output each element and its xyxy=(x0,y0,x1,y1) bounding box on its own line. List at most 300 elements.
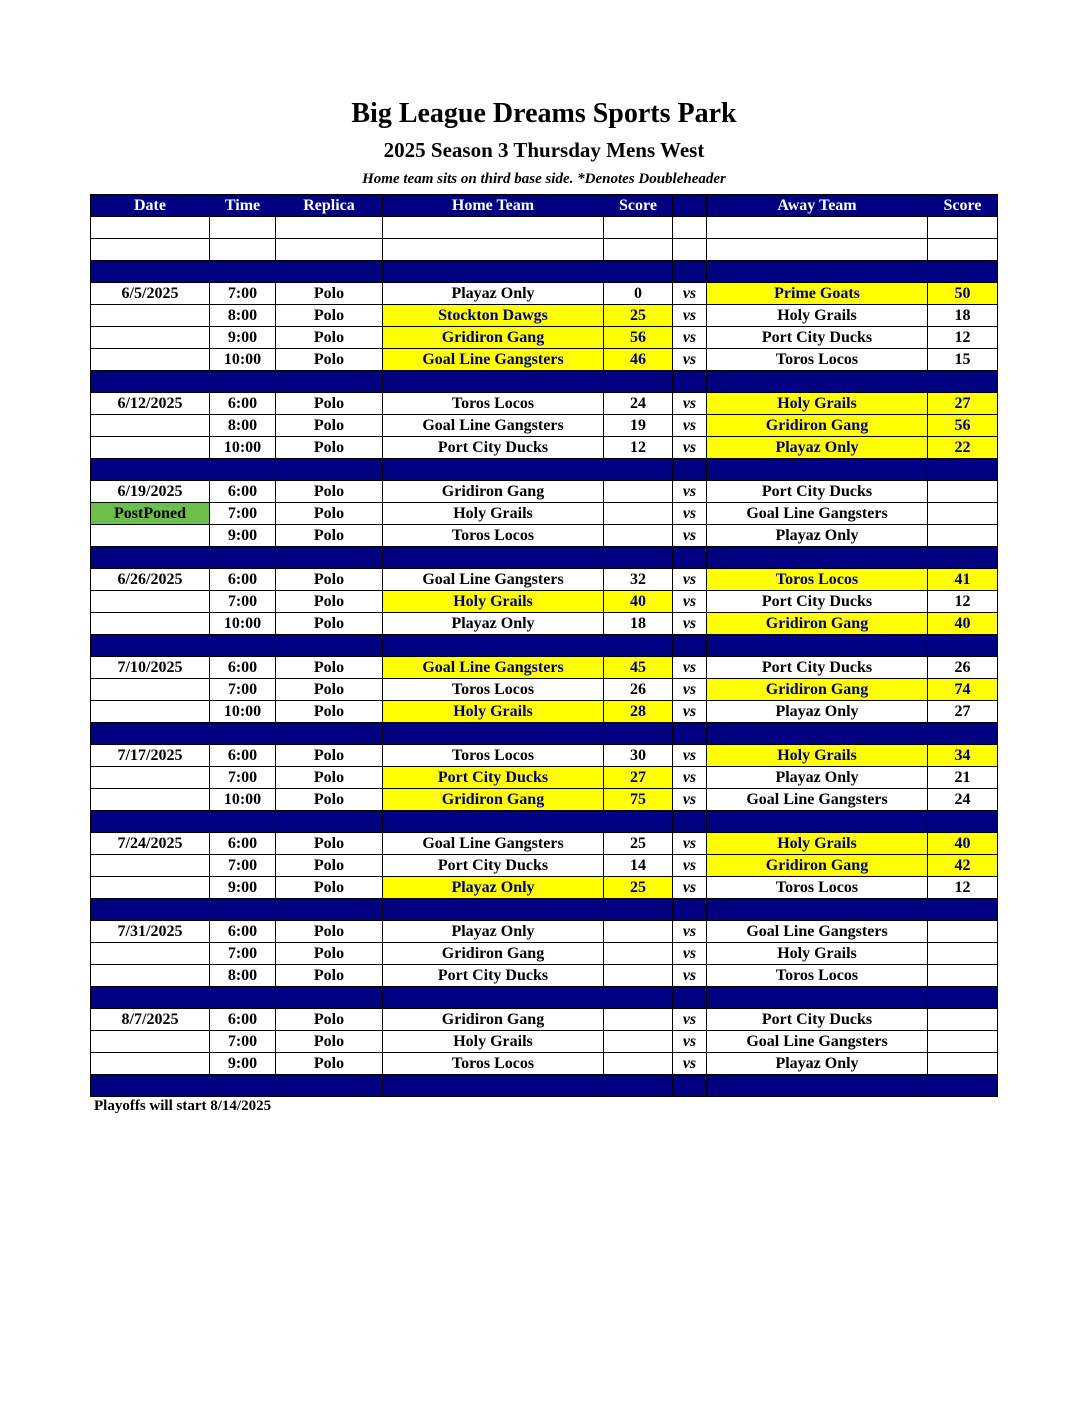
date-cell xyxy=(91,305,210,327)
home-score-cell: 56 xyxy=(604,327,673,349)
time-cell xyxy=(210,1075,276,1097)
date-cell xyxy=(91,591,210,613)
table-header-row xyxy=(91,195,998,217)
away-score-cell: 22 xyxy=(928,437,998,459)
replica-cell: Polo xyxy=(276,877,383,899)
home-team-cell: Playaz Only xyxy=(383,921,604,943)
home-score-cell: 75 xyxy=(604,789,673,811)
time-cell xyxy=(210,217,276,239)
time-cell: 10:00 xyxy=(210,437,276,459)
date-cell xyxy=(91,987,210,1009)
time-cell: 7:00 xyxy=(210,591,276,613)
home-team-cell xyxy=(383,371,604,393)
away-score-cell xyxy=(928,503,998,525)
vs-cell: vs xyxy=(673,833,707,855)
home-score-cell xyxy=(604,1031,673,1053)
home-team-cell xyxy=(383,547,604,569)
away-team-cell: Playaz Only xyxy=(707,701,928,723)
date-cell xyxy=(91,327,210,349)
time-cell: 7:00 xyxy=(210,283,276,305)
away-team-cell: Playaz Only xyxy=(707,437,928,459)
vs-cell: vs xyxy=(673,393,707,415)
away-score-cell xyxy=(928,635,998,657)
date-cell xyxy=(91,899,210,921)
home-score-cell xyxy=(604,503,673,525)
col-header-away-score: Score xyxy=(928,195,998,217)
time-cell xyxy=(210,987,276,1009)
away-team-cell: Port City Ducks xyxy=(707,481,928,503)
col-header-date: Date xyxy=(91,195,210,217)
game-row xyxy=(91,745,998,767)
away-team-cell: Toros Locos xyxy=(707,877,928,899)
home-score-cell: 46 xyxy=(604,349,673,371)
away-score-cell xyxy=(928,239,998,261)
away-score-cell xyxy=(928,723,998,745)
date-cell xyxy=(91,767,210,789)
replica-cell: Polo xyxy=(276,591,383,613)
away-score-cell: 24 xyxy=(928,789,998,811)
game-row xyxy=(91,349,998,371)
away-team-cell: Playaz Only xyxy=(707,525,928,547)
away-team-cell: Prime Goats xyxy=(707,283,928,305)
time-cell: 10:00 xyxy=(210,789,276,811)
game-row xyxy=(91,503,998,525)
date-cell xyxy=(91,349,210,371)
away-score-cell xyxy=(928,811,998,833)
home-score-cell xyxy=(604,261,673,283)
playoffs-note: Playoffs will start 8/14/2025 xyxy=(94,1098,272,1114)
away-score-cell: 12 xyxy=(928,877,998,899)
game-row xyxy=(91,393,998,415)
date-cell xyxy=(91,789,210,811)
date-cell: 7/17/2025 xyxy=(91,745,210,767)
away-score-cell xyxy=(928,899,998,921)
vs-cell: vs xyxy=(673,877,707,899)
vs-cell: vs xyxy=(673,283,707,305)
game-row xyxy=(91,415,998,437)
vs-cell xyxy=(673,261,707,283)
away-team-cell xyxy=(707,459,928,481)
date-cell xyxy=(91,459,210,481)
date-cell xyxy=(91,1031,210,1053)
away-team-cell: Toros Locos xyxy=(707,349,928,371)
replica-cell xyxy=(276,987,383,1009)
game-row xyxy=(91,525,998,547)
replica-cell: Polo xyxy=(276,613,383,635)
time-cell: 7:00 xyxy=(210,679,276,701)
away-score-cell xyxy=(928,987,998,1009)
away-score-cell xyxy=(928,965,998,987)
replica-cell: Polo xyxy=(276,789,383,811)
home-score-cell xyxy=(604,635,673,657)
replica-cell xyxy=(276,547,383,569)
home-team-cell xyxy=(383,811,604,833)
home-team-cell: Toros Locos xyxy=(383,525,604,547)
game-row xyxy=(91,613,998,635)
replica-cell: Polo xyxy=(276,943,383,965)
date-cell xyxy=(91,855,210,877)
home-score-cell xyxy=(604,371,673,393)
vs-cell: vs xyxy=(673,679,707,701)
home-team-cell: Gridiron Gang xyxy=(383,789,604,811)
game-row xyxy=(91,591,998,613)
date-cell xyxy=(91,679,210,701)
game-row xyxy=(91,327,998,349)
date-cell xyxy=(91,877,210,899)
away-score-cell xyxy=(928,547,998,569)
header-note: Home team sits on third base side. *Denotes Doubleheader xyxy=(362,171,726,187)
replica-cell: Polo xyxy=(276,921,383,943)
away-score-cell: 74 xyxy=(928,679,998,701)
date-cell: 7/10/2025 xyxy=(91,657,210,679)
away-team-cell: Holy Grails xyxy=(707,745,928,767)
home-team-cell: Holy Grails xyxy=(383,503,604,525)
time-cell: 6:00 xyxy=(210,921,276,943)
game-row xyxy=(91,481,998,503)
away-score-cell xyxy=(928,261,998,283)
replica-cell xyxy=(276,899,383,921)
time-cell: 7:00 xyxy=(210,503,276,525)
away-team-cell: Toros Locos xyxy=(707,569,928,591)
replica-cell xyxy=(276,1075,383,1097)
home-team-cell xyxy=(383,217,604,239)
home-score-cell: 28 xyxy=(604,701,673,723)
schedule-body xyxy=(91,217,998,1097)
game-row xyxy=(91,657,998,679)
vs-cell xyxy=(673,217,707,239)
home-team-cell xyxy=(383,635,604,657)
away-team-cell: Goal Line Gangsters xyxy=(707,921,928,943)
vs-cell: vs xyxy=(673,855,707,877)
game-row xyxy=(91,437,998,459)
vs-cell: vs xyxy=(673,921,707,943)
date-cell xyxy=(91,613,210,635)
away-team-cell xyxy=(707,987,928,1009)
replica-cell: Polo xyxy=(276,327,383,349)
away-team-cell: Holy Grails xyxy=(707,833,928,855)
home-score-cell xyxy=(604,547,673,569)
away-team-cell xyxy=(707,239,928,261)
week-separator-row xyxy=(91,547,998,569)
away-team-cell: Port City Ducks xyxy=(707,657,928,679)
vs-cell: vs xyxy=(673,767,707,789)
away-score-cell xyxy=(928,525,998,547)
home-team-cell xyxy=(383,987,604,1009)
away-team-cell xyxy=(707,261,928,283)
time-cell: 9:00 xyxy=(210,877,276,899)
home-team-cell: Goal Line Gangsters xyxy=(383,349,604,371)
vs-cell xyxy=(673,811,707,833)
vs-cell xyxy=(673,547,707,569)
away-score-cell: 34 xyxy=(928,745,998,767)
replica-cell: Polo xyxy=(276,525,383,547)
away-team-cell: Port City Ducks xyxy=(707,1009,928,1031)
away-team-cell: Holy Grails xyxy=(707,943,928,965)
time-cell xyxy=(210,547,276,569)
away-score-cell xyxy=(928,1031,998,1053)
time-cell xyxy=(210,723,276,745)
away-team-cell: Toros Locos xyxy=(707,965,928,987)
home-team-cell: Goal Line Gangsters xyxy=(383,657,604,679)
home-team-cell: Playaz Only xyxy=(383,877,604,899)
away-score-cell xyxy=(928,1009,998,1031)
date-cell xyxy=(91,811,210,833)
replica-cell xyxy=(276,239,383,261)
time-cell xyxy=(210,261,276,283)
home-score-cell xyxy=(604,723,673,745)
away-team-cell xyxy=(707,899,928,921)
time-cell xyxy=(210,811,276,833)
game-row xyxy=(91,767,998,789)
week-separator-row xyxy=(91,811,998,833)
home-score-cell: 27 xyxy=(604,767,673,789)
away-score-cell xyxy=(928,921,998,943)
vs-cell xyxy=(673,899,707,921)
home-team-cell: Toros Locos xyxy=(383,745,604,767)
vs-cell xyxy=(673,987,707,1009)
home-score-cell: 25 xyxy=(604,305,673,327)
away-team-cell: Gridiron Gang xyxy=(707,415,928,437)
vs-cell: vs xyxy=(673,657,707,679)
home-team-cell: Port City Ducks xyxy=(383,965,604,987)
date-cell: 6/12/2025 xyxy=(91,393,210,415)
replica-cell: Polo xyxy=(276,745,383,767)
time-cell xyxy=(210,459,276,481)
vs-cell: vs xyxy=(673,1053,707,1075)
home-score-cell: 32 xyxy=(604,569,673,591)
time-cell: 10:00 xyxy=(210,613,276,635)
game-row xyxy=(91,1009,998,1031)
away-team-cell: Gridiron Gang xyxy=(707,613,928,635)
away-team-cell xyxy=(707,723,928,745)
away-team-cell xyxy=(707,1075,928,1097)
week-separator-row xyxy=(91,635,998,657)
away-score-cell: 41 xyxy=(928,569,998,591)
col-header-home-team: Home Team xyxy=(383,195,604,217)
home-score-cell: 26 xyxy=(604,679,673,701)
away-team-cell: Goal Line Gangsters xyxy=(707,789,928,811)
col-header-vs xyxy=(673,195,707,217)
away-team-cell: Port City Ducks xyxy=(707,327,928,349)
away-team-cell: Playaz Only xyxy=(707,1053,928,1075)
away-team-cell: Holy Grails xyxy=(707,305,928,327)
home-score-cell: 25 xyxy=(604,833,673,855)
game-row xyxy=(91,701,998,723)
home-team-cell: Toros Locos xyxy=(383,1053,604,1075)
away-score-cell xyxy=(928,371,998,393)
away-team-cell: Goal Line Gangsters xyxy=(707,503,928,525)
away-team-cell: Playaz Only xyxy=(707,767,928,789)
time-cell: 9:00 xyxy=(210,525,276,547)
home-score-cell xyxy=(604,965,673,987)
date-cell xyxy=(91,1075,210,1097)
home-team-cell xyxy=(383,899,604,921)
home-team-cell: Goal Line Gangsters xyxy=(383,415,604,437)
time-cell: 7:00 xyxy=(210,767,276,789)
game-row xyxy=(91,1053,998,1075)
blank-row xyxy=(91,217,998,239)
week-separator-row xyxy=(91,723,998,745)
home-score-cell xyxy=(604,921,673,943)
time-cell xyxy=(210,899,276,921)
postponed-badge: PostPoned xyxy=(91,503,210,525)
col-header-away-team: Away Team xyxy=(707,195,928,217)
away-score-cell: 12 xyxy=(928,327,998,349)
replica-cell: Polo xyxy=(276,657,383,679)
replica-cell: Polo xyxy=(276,1009,383,1031)
home-team-cell: Holy Grails xyxy=(383,701,604,723)
home-score-cell xyxy=(604,239,673,261)
week-separator-row xyxy=(91,459,998,481)
col-header-home-score: Score xyxy=(604,195,673,217)
away-team-cell xyxy=(707,811,928,833)
date-cell: 6/5/2025 xyxy=(91,283,210,305)
home-score-cell xyxy=(604,1075,673,1097)
time-cell: 7:00 xyxy=(210,855,276,877)
away-score-cell: 50 xyxy=(928,283,998,305)
time-cell xyxy=(210,371,276,393)
away-score-cell: 27 xyxy=(928,393,998,415)
vs-cell: vs xyxy=(673,525,707,547)
home-score-cell xyxy=(604,943,673,965)
time-cell xyxy=(210,239,276,261)
home-team-cell: Holy Grails xyxy=(383,1031,604,1053)
vs-cell: vs xyxy=(673,349,707,371)
vs-cell: vs xyxy=(673,789,707,811)
date-cell xyxy=(91,415,210,437)
time-cell: 6:00 xyxy=(210,481,276,503)
vs-cell: vs xyxy=(673,415,707,437)
game-row xyxy=(91,283,998,305)
replica-cell: Polo xyxy=(276,679,383,701)
vs-cell xyxy=(673,239,707,261)
date-cell: 6/26/2025 xyxy=(91,569,210,591)
home-team-cell xyxy=(383,459,604,481)
date-cell xyxy=(91,965,210,987)
date-cell xyxy=(91,943,210,965)
time-cell: 8:00 xyxy=(210,305,276,327)
replica-cell: Polo xyxy=(276,833,383,855)
vs-cell: vs xyxy=(673,591,707,613)
vs-cell: vs xyxy=(673,503,707,525)
game-row xyxy=(91,1031,998,1053)
replica-cell xyxy=(276,723,383,745)
replica-cell xyxy=(276,635,383,657)
time-cell: 7:00 xyxy=(210,943,276,965)
home-score-cell: 30 xyxy=(604,745,673,767)
home-team-cell: Toros Locos xyxy=(383,393,604,415)
vs-cell xyxy=(673,635,707,657)
game-row xyxy=(91,789,998,811)
date-cell: 7/24/2025 xyxy=(91,833,210,855)
time-cell: 6:00 xyxy=(210,745,276,767)
home-score-cell: 0 xyxy=(604,283,673,305)
game-row xyxy=(91,569,998,591)
week-separator-row xyxy=(91,987,998,1009)
away-team-cell xyxy=(707,371,928,393)
date-cell xyxy=(91,217,210,239)
date-cell xyxy=(91,437,210,459)
away-score-cell: 26 xyxy=(928,657,998,679)
replica-cell: Polo xyxy=(276,701,383,723)
time-cell: 8:00 xyxy=(210,415,276,437)
time-cell: 9:00 xyxy=(210,327,276,349)
home-team-cell: Holy Grails xyxy=(383,591,604,613)
away-score-cell xyxy=(928,481,998,503)
home-score-cell xyxy=(604,525,673,547)
vs-cell: vs xyxy=(673,613,707,635)
time-cell xyxy=(210,635,276,657)
away-score-cell xyxy=(928,943,998,965)
vs-cell xyxy=(673,459,707,481)
home-score-cell xyxy=(604,811,673,833)
vs-cell: vs xyxy=(673,569,707,591)
replica-cell xyxy=(276,217,383,239)
week-separator-row xyxy=(91,1075,998,1097)
date-cell xyxy=(91,1053,210,1075)
away-team-cell: Port City Ducks xyxy=(707,591,928,613)
time-cell: 6:00 xyxy=(210,393,276,415)
home-team-cell: Gridiron Gang xyxy=(383,1009,604,1031)
vs-cell: vs xyxy=(673,1031,707,1053)
away-score-cell xyxy=(928,1075,998,1097)
vs-cell: vs xyxy=(673,965,707,987)
home-score-cell xyxy=(604,217,673,239)
away-team-cell xyxy=(707,635,928,657)
home-score-cell xyxy=(604,1053,673,1075)
away-score-cell xyxy=(928,459,998,481)
page-title: Big League Dreams Sports Park xyxy=(351,98,737,129)
game-row xyxy=(91,855,998,877)
time-cell: 6:00 xyxy=(210,569,276,591)
replica-cell: Polo xyxy=(276,767,383,789)
game-row xyxy=(91,833,998,855)
col-header-time: Time xyxy=(210,195,276,217)
blank-row xyxy=(91,239,998,261)
date-cell: 7/31/2025 xyxy=(91,921,210,943)
away-team-cell: Gridiron Gang xyxy=(707,679,928,701)
home-team-cell xyxy=(383,723,604,745)
replica-cell: Polo xyxy=(276,503,383,525)
home-team-cell: Playaz Only xyxy=(383,283,604,305)
replica-cell: Polo xyxy=(276,965,383,987)
game-row xyxy=(91,965,998,987)
game-row xyxy=(91,921,998,943)
home-team-cell: Port City Ducks xyxy=(383,855,604,877)
replica-cell xyxy=(276,459,383,481)
away-score-cell: 40 xyxy=(928,613,998,635)
schedule-table xyxy=(90,194,998,1097)
home-team-cell: Gridiron Gang xyxy=(383,943,604,965)
replica-cell: Polo xyxy=(276,569,383,591)
time-cell: 10:00 xyxy=(210,349,276,371)
home-team-cell: Goal Line Gangsters xyxy=(383,569,604,591)
away-team-cell xyxy=(707,547,928,569)
date-cell xyxy=(91,525,210,547)
home-team-cell: Port City Ducks xyxy=(383,437,604,459)
home-score-cell: 40 xyxy=(604,591,673,613)
home-team-cell: Toros Locos xyxy=(383,679,604,701)
date-cell xyxy=(91,239,210,261)
home-score-cell: 14 xyxy=(604,855,673,877)
replica-cell: Polo xyxy=(276,283,383,305)
home-team-cell: Goal Line Gangsters xyxy=(383,833,604,855)
page-subtitle: 2025 Season 3 Thursday Mens West xyxy=(383,138,705,162)
vs-cell xyxy=(673,1075,707,1097)
away-score-cell: 15 xyxy=(928,349,998,371)
away-score-cell: 42 xyxy=(928,855,998,877)
time-cell: 6:00 xyxy=(210,1009,276,1031)
